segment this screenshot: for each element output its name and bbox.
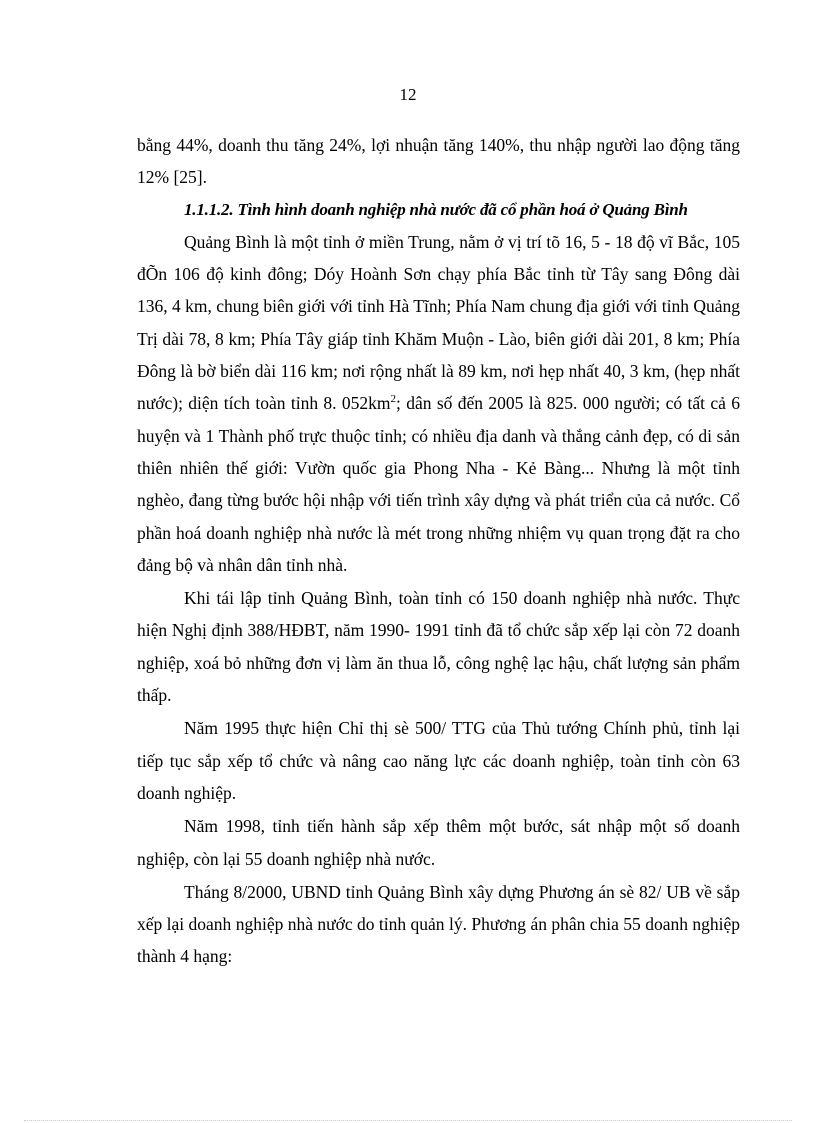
paragraph-geography: [137, 226, 740, 581]
paragraph-reestablishment: Khi tái lập tỉnh Quảng Bình, toàn tỉnh có 150 doanh nghiệp nhà nước. Thực hiện Nghị định 388/HĐBT, năm 1990- 1991 tỉnh đã tổ chức sắp xếp lại còn 72 doanh nghiệp, xoá bỏ những đơn vị làm ăn thua lỗ, công nghệ lạc hậu, chất lượng sản phẩm thấp.: [137, 588, 740, 706]
paragraph-text: ; dân số đến 2005 là 825. 000 người; có tất cả 6 huyện và 1 Thành phố trực thuộc tỉnh; có nhiều địa danh và thắng cảnh đẹp, có di sản thiên nhiên thế giới: Vườn quốc gia Phong Nha - Kẻ Bàng... Nhưng là một tỉnh nghèo, đang từng bước hội nhập với tiến trình xây dựng và phát triển của cả nước. Cổ phần hoá doanh nghiệp nhà nước là mét trong những nhiệm vụ quan trọng đặt ra cho đảng bộ và nhân dân tỉnh nhà.: [137, 393, 740, 575]
footer-divider: [24, 1120, 792, 1121]
page-number: 12: [399, 85, 417, 104]
paragraph-2000: Tháng 8/2000, UBND tỉnh Quảng Bình xây dựng Phương án sè 82/ UB về sắp xếp lại doanh nghiệp nhà nước do tỉnh quản lý. Phương án phân chia 55 doanh nghiệp thành 4 hạng:: [137, 881, 740, 967]
paragraph-text: Quảng Bình là một tỉnh ở miền Trung, nằm ở vị trí tõ 16, 5 - 18 độ vĩ Bắc, 105 đÕn 106 độ kinh đông; Dóy Hoành Sơn chạy phía Bắc tỉnh từ Tây sang Đông dài 136, 4 km, chung biên giới với tỉnh Hà Tĩnh; Phía Nam chung địa giới với tỉnh Quảng Trị dài 78, 8 km; Phía Tây giáp tỉnh Khăm Muộn - Lào, biên giới dài 201, 8 km; Phía Đông là bờ biển dài 116 km; nơi rộng nhất là 89 km, nơi hẹp nhất 40, 3 km, (hẹp nhất nước); diện tích toàn tỉnh 8. 052km: [137, 231, 740, 414]
section-heading: 1.1.1.2. Tình hình doanh nghiệp nhà nước đã cổ phần hoá ở Quảng Bình: [184, 199, 688, 219]
paragraph-1998: Năm 1998, tỉnh tiến hành sắp xếp thêm một bước, sát nhập một số doanh nghiệp, còn lại 55 doanh nghiệp nhà nước.: [137, 816, 740, 869]
paragraph-continued: bằng 44%, doanh thu tăng 24%, lợi nhuận tăng 140%, thu nhập người lao động tăng 12% [25].: [137, 135, 740, 188]
body-text: [137, 129, 740, 973]
superscript: 2: [390, 393, 397, 406]
paragraph-1995: Năm 1995 thực hiện Chỉ thị sè 500/ TTG của Thủ tướng Chính phủ, tỉnh lại tiếp tục sắp xếp tổ chức và nâng cao năng lực các doanh nghiệp, toàn tỉnh còn 63 doanh nghiệp.: [137, 718, 740, 803]
